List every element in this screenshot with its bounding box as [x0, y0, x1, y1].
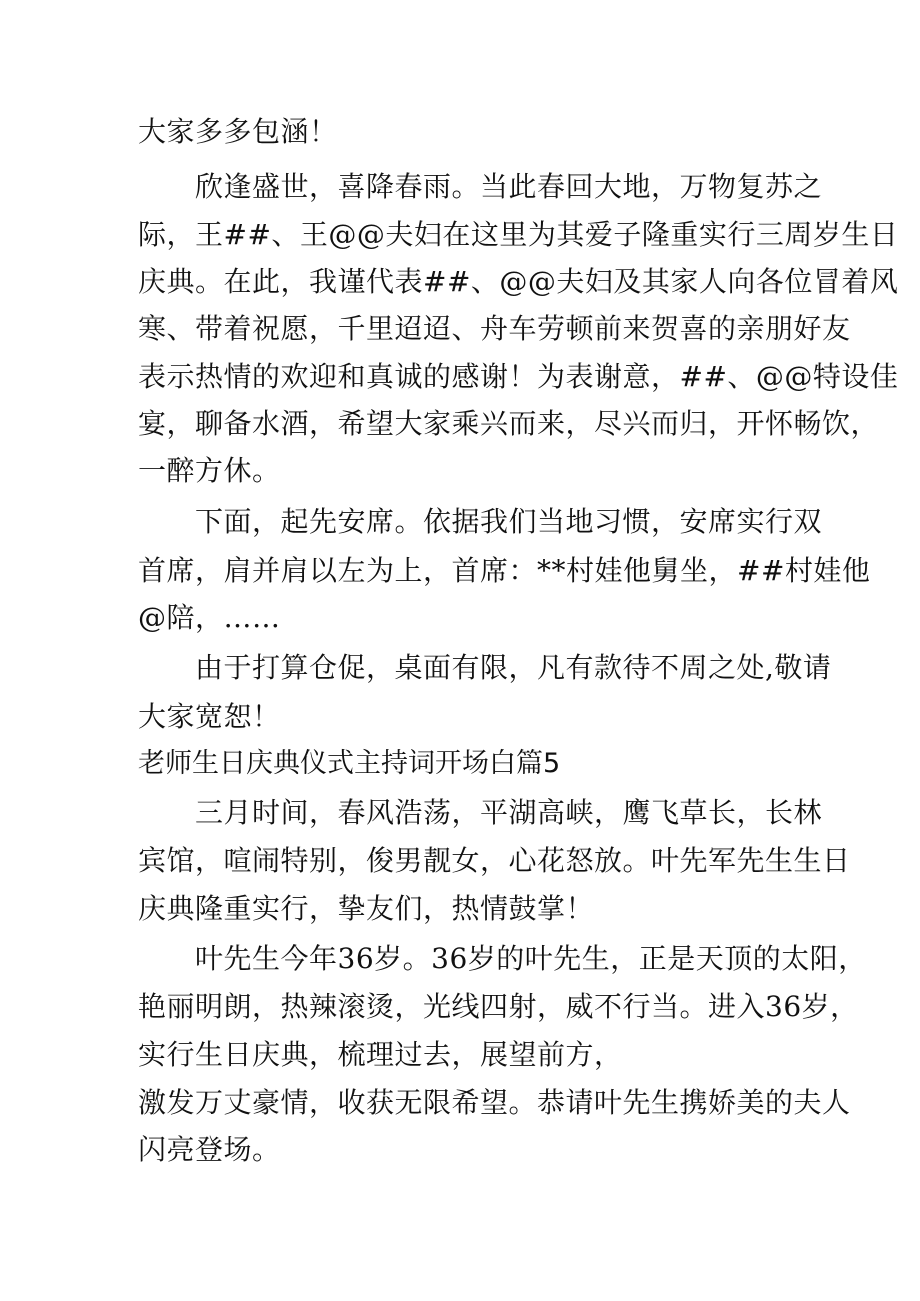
text-line: 一醉方休。: [138, 454, 281, 487]
text-line: 庆典。在此，我谨代表##、@@夫妇及其家人向各位冒着风: [138, 265, 899, 298]
text-line: 大家宽恕！: [138, 700, 281, 733]
text-line: 下面，起先安席。依据我们当地习惯，安席实行双: [195, 505, 823, 538]
text-line: 激发万丈豪情，收获无限希望。恭请叶先生携娇美的夫人: [138, 1086, 851, 1119]
text-line: 欣逢盛世，喜降春雨。当此春回大地，万物复苏之: [195, 170, 823, 203]
text-line: 三月时间，春风浩荡，平湖高峡，鹰飞草长，长林: [195, 796, 823, 829]
text-line: 首席，肩并肩以左为上，首席：**村娃他舅坐，##村娃他: [138, 554, 871, 587]
text-line: 宾馆，喧闹特别，俊男靓女，心花怒放。叶先军先生生日: [138, 844, 851, 877]
text-line: 大家多多包涵！: [138, 115, 338, 148]
text-line: 由于打算仓促，桌面有限，凡有款待不周之处,敬请: [195, 651, 832, 684]
text-line: 艳丽明朗，热辣滚烫，光线四射，威不行当。进入36岁，: [138, 990, 859, 1023]
text-line: 实行生日庆典，梳理过去，展望前方，: [138, 1038, 623, 1071]
text-line: 寒、带着祝愿，千里迢迢、舟车劳顿前来贺喜的亲朋好友: [138, 312, 851, 345]
text-line: 庆典隆重实行，挚友们，热情鼓掌！: [138, 892, 595, 925]
text-line: 际，王##、王@@夫妇在这里为其爱子隆重实行三周岁生日: [138, 218, 899, 251]
text-line: 宴，聊备水酒，希望大家乘兴而来，尽兴而归，开怀畅饮，: [138, 407, 880, 440]
text-line: 闪亮登场。: [138, 1133, 281, 1166]
text-line: 叶先生今年36岁。36岁的叶先生，正是天顶的太阳，: [195, 942, 867, 975]
text-line: @陪，……: [138, 601, 281, 634]
section-heading: 老师生日庆典仪式主持词开场白篇5: [138, 748, 561, 779]
text-line: 表示热情的欢迎和真诚的感谢！为表谢意，##、@@特设佳: [138, 360, 899, 393]
